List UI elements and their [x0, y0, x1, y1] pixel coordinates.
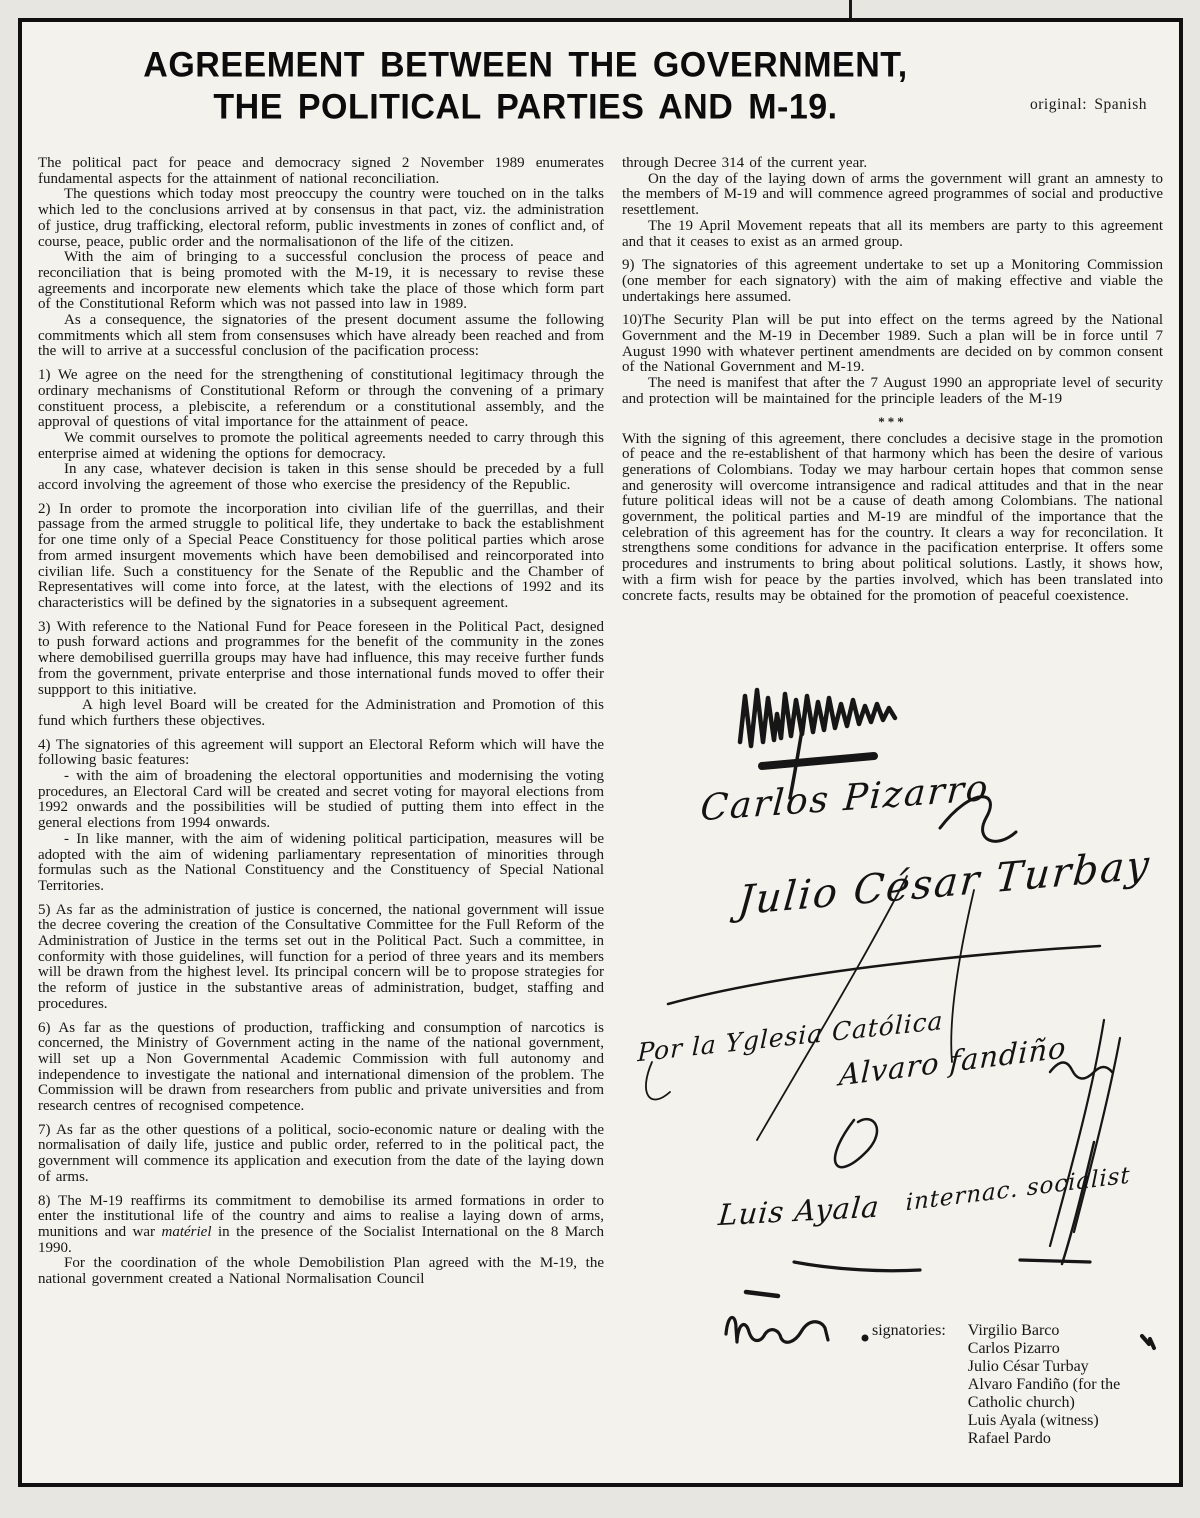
internac-underline [1020, 1260, 1090, 1262]
materiel-italic: matériel [161, 1224, 212, 1240]
signatory-name: Rafael Pardo [967, 1430, 1051, 1447]
title-line-2: THE POLITICAL PARTIES AND M-19. [213, 87, 838, 127]
paragraph-text: 8) The M-19 reaffirms its commitment to demobilise its armed formations in order to enter the institutional life of the country and aims to realise a laying down of arms, munitions and war [38, 1192, 604, 1240]
pardo-period-dot [862, 1335, 869, 1342]
paragraph-4: 4) The signatories of this agreement will support an Electoral Reform which will have the following basic features: [38, 736, 604, 769]
paragraph-8 [38, 1194, 604, 1257]
paragraph-2: 2) In order to promote the incorporation into civilian life of the guerrillas, and their passage from the armed struggle to political life, they undertake to back the establishment for one time only of a Special Peace Constituency for those political parties which arose from armed insurgent movements which have been demobilised and reincorporated into civilian life. Such a constituency for the Senate of the Republic and the Chamber of Representatives will come into force, at the latest, with the elections of 1992 and its characteristics will be defined by the signatories in a subsequent agreement. [38, 500, 604, 611]
paragraph: The questions which today most preoccupy the country were touched on in the talks which led to the conclusions arrived at by consensus in that pact, viz. the administration of justice, drug trafficking, electoral reform, public investments in zones of conflict and, of course, peace, public order and the normalisationon of the life of the citizen. [38, 186, 604, 250]
ayala-underline [794, 1262, 920, 1271]
turbay-signature-text: Julio César Turbay [735, 841, 1153, 925]
iglesia-handwriting-text: Por la Yglesia Católica [636, 1005, 944, 1068]
fandino-swirl [835, 1119, 877, 1167]
right-column [622, 156, 1163, 604]
paragraph: In any case, whatever decision is taken in this sense should be preceded by a full accord involving the agreement of those who exercise the presidency of the Republic. [38, 461, 604, 494]
yellow-pen-mark [1142, 1336, 1154, 1348]
internac-slash [1062, 1142, 1094, 1264]
internac-handwriting-text: internac. socialist [905, 1162, 1131, 1217]
paragraph-10: 10)The Security Plan will be put into effect on the terms agreed by the National Government and the M-19 in December 1989. Such a plan will be in force until 7 August 1990 with whatever pertinent amendments are decided on by common consent of the National Government and M-19. [622, 312, 1163, 376]
paragraph: With the aim of bringing to a successful conclusion the process of peace and reconciliation that is being promoted with the M-19, it is necessary to revise these agreements and incorporate new elements which take the place of those which form part of the Constitutional Reform which was not passed into law in 1989. [38, 249, 604, 313]
paragraph: We commit ourselves to promote the political agreements needed to carry through this enterprise aimed at widening the options for democracy. [38, 429, 604, 462]
paragraph-3: 3) With reference to the National Fund for Peace foreseen in the Political Pact, designed to push forward actions and programmes for the benefit of the community in the zones where demobilised guerrilla groups may have had influence, this may receive further funds from the government, private enterprise and those international funds moved to offer their suppport to this initiative. [38, 618, 604, 698]
signatories-label: signatories: [872, 1322, 946, 1339]
paragraph-1: 1) We agree on the need for the strengthening of constitutional legitimacy through the ordinary mechanisms of Constitutional Reform or through the convening of a primary constituent process, a plebiscite, a referendum or a constitutional assembly, and the approval of questions of vital importance for the attainment of peace. [38, 367, 604, 431]
paragraph: A high level Board will be created for the Administration and Promotion of this fund which furthers these objectives. [38, 697, 604, 729]
paragraph-5: 5) As far as the administration of justice is concerned, the national government will issue the decree covering the creation of the Consultative Committee for the Full Reform of the Administration of Justice in the terms set out in the Political Pact. Such a committee, in conformity with those guidelines, will function for a period of three years and its members will be drawn from the highest level. Its principal concern will be to propose strategies for the reform of justice in the substantive areas of administration, budget, staffing and procedures. [38, 901, 604, 1012]
turbay-underline-sweep [668, 946, 1100, 1004]
document-frame [18, 18, 1183, 1487]
origin-language-note: original: Spanish [1030, 96, 1147, 113]
barco-cross-bar [762, 756, 874, 766]
fandino-signature-text: Alvaro fandiño [838, 1030, 1068, 1093]
iglesia-p-flourish [646, 1062, 670, 1100]
paragraph-7: 7) As far as the other questions of a political, socio-economic nature or dealing with the normalisation of daily life, justice and public order, referred to in the political pact, the government will commence its application and execution from the date of the laying down of arms. [38, 1121, 604, 1185]
signatory-name: Virgilio Barco [967, 1322, 1060, 1339]
ayala-dash [746, 1292, 778, 1296]
signatories-names [968, 1322, 1120, 1448]
signatory-name: Catholic church) [967, 1394, 1075, 1411]
paragraph-text: in the presence of the Socialist International on the 8 March 1990. [38, 1224, 604, 1256]
signatories-list [872, 1322, 1120, 1448]
scan-registration-tick [849, 0, 852, 20]
pardo-signature-scribble [726, 1317, 828, 1342]
paragraph-6: 6) As far as the questions of production, trafficking and consumption of narcotics is concerned, the Ministry of Government acting in the name of the national government, will set up a Non Governmental Academic Commission with full autonomy and independence to investigate the national and international dimension of the problem. The Commission will be drawn from researchers from public and private universities and from research centres of recognised competence. [38, 1019, 604, 1115]
signatures-block [622, 670, 1182, 1460]
paragraph: - with the aim of broadening the electoral opportunities and modernising the voting procedures, an Electoral Card will be created and secret voting for mayoral elections from 1992 onwards and the possibilities will be studied of putting them into effect in the general elections from 1994 onwards. [38, 768, 604, 832]
asterisk-separator: *** [878, 413, 907, 429]
paragraph: As a consequence, the signatories of the present document assume the following commitments which all stem from consensuses which have already been reached and from the will to arrive at a successful conclusion of the pacification process: [38, 312, 604, 360]
signatory-name: Julio César Turbay [967, 1358, 1089, 1375]
paragraph: through Decree 314 of the current year. [622, 155, 868, 171]
ayala-signature-text: Luis Ayala [717, 1189, 882, 1233]
paragraph: - In like manner, with the aim of widening political participation, measures will be adopted with the aim of widening parliamentary representation of minorities through formulas such as the National Constituency and the Constituency of Special National Territories. [38, 830, 604, 894]
turbay-descender-stroke-2 [951, 890, 974, 1062]
signatory-name: Luis Ayala (witness) [967, 1412, 1099, 1429]
paragraph: The 19 April Movement repeats that all its members are party to this agreement and that it ceases to exist as an armed group. [622, 217, 1163, 250]
fandino-long-stroke-2 [1074, 1038, 1120, 1232]
paragraph: For the coordination of the whole Demobilistion Plan agreed with the M-19, the national government created a National Normalisation Council [38, 1255, 604, 1288]
document-title [22, 44, 1029, 128]
signatory-name: Alvaro Fandiño (for the [967, 1376, 1121, 1393]
signatory-name: Carlos Pizarro [967, 1340, 1060, 1357]
left-column [38, 156, 604, 1288]
pizarro-signature-text: Carlos Pizarro [699, 767, 991, 830]
paragraph: The political pact for peace and democracy signed 2 November 1989 enumerates fundamental aspects for the attainment of national reconciliation. [38, 155, 604, 187]
title-line-1: AGREEMENT BETWEEN THE GOVERNMENT, [143, 45, 908, 85]
closing-paragraph: With the signing of this agreement, there concludes a decisive stage in the promotion of peace and the re-establishent of that harmony which has been the desire of various generations of Colombians. Today we may harbour certain hopes that common sense and generosity will overcome intransigence and radical attitudes and that in the near future political ideas will not be a cause of death among Colombians. The national government, the political parties and M-19 are mindful of the importance that the celebration of this agreement has for the country. It clears a way for reconcilation. It strengthens some conditions for advance in the pacification enterprise. It offers some procedures and instruments to bring about political solutions. Lastly, it shows how, with a firm wish for peace by the parties involved, which has been translated into concrete facts, results may be obtained for the promotion of peaceful coexistence. [622, 430, 1163, 604]
barco-signature-scribble [740, 690, 895, 746]
paragraph-9: 9) The signatories of this agreement undertake to set up a Monitoring Commission (one member for each signatory) with the aim of making effective and viable the undertakings here assumed. [622, 257, 1163, 305]
paragraph: On the day of the laying down of arms the government will grant an amnesty to the members of M-19 and will commence agreed programmes of social and productive resettlement. [622, 170, 1163, 219]
paragraph: The need is manifest that after the 7 August 1990 an appropriate level of security and protection will be maintained for the principle leaders of the M-19 [622, 375, 1163, 407]
